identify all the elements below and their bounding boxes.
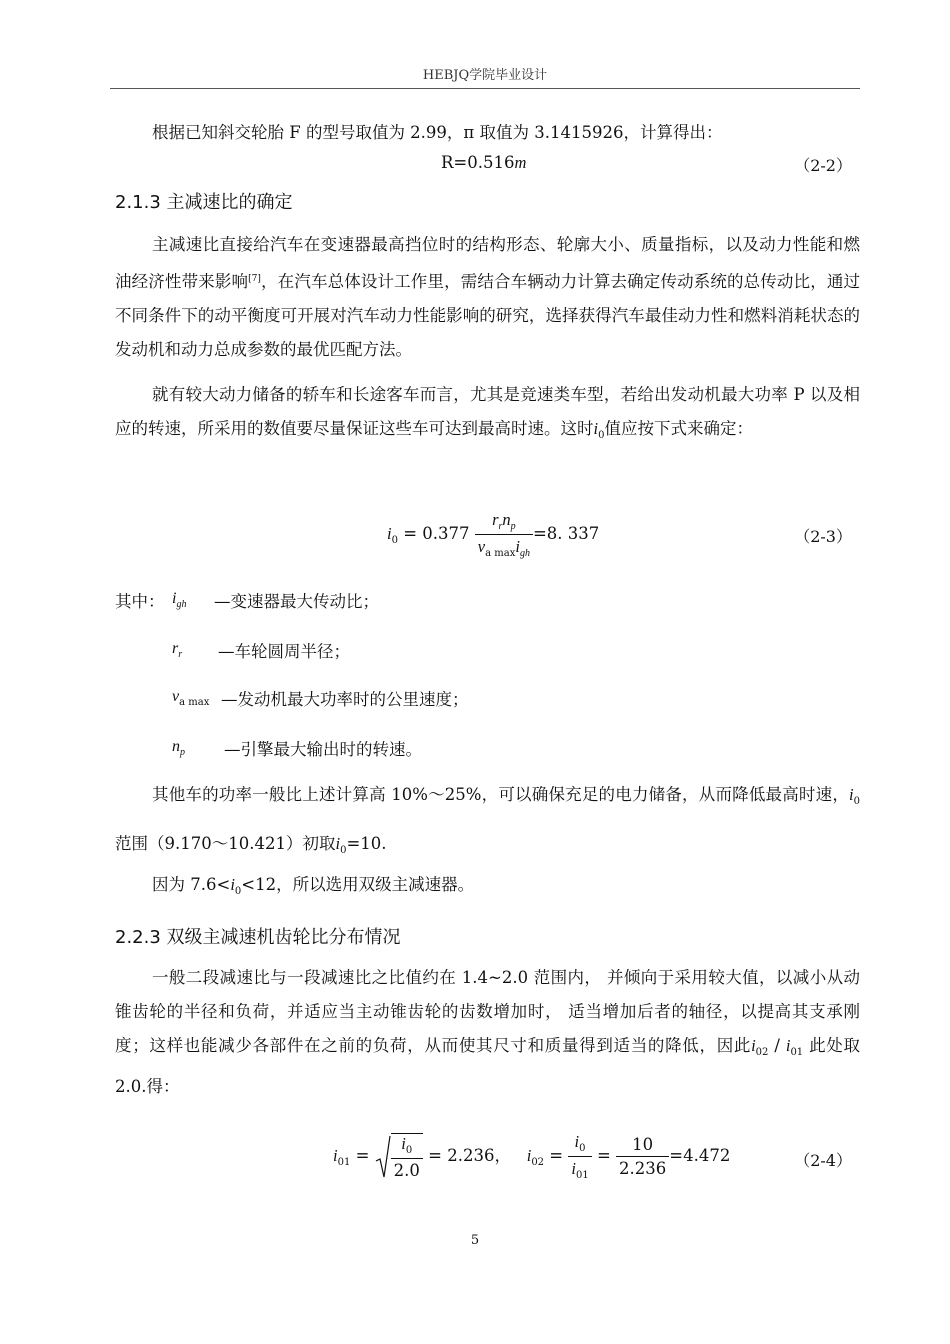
eq24-fraction-1: $\frac{i_0}{i_{01}}$ [568, 1132, 591, 1181]
def-symbol-igh: $i_{gh}$ [172, 590, 187, 610]
def-symbol-rr: $r_r$ [172, 640, 183, 660]
eq22-number: （2-2） [794, 156, 852, 175]
section-heading-2-1-3: 2.1.3 主减速比的确定 [115, 192, 293, 213]
equation-2-3 [115, 510, 860, 560]
def-symbol-np: $n_p$ [172, 738, 185, 758]
paragraph-tire-params: 根据已知斜交轮胎 F 的型号取值为 2.99，π 取值为 3.1415926，计算得出： [152, 123, 723, 142]
eq24-number: （2-4） [794, 1151, 852, 1170]
section-heading-2-2-3: 2.2.3 双级主减速机齿轮比分布情况 [115, 927, 401, 948]
eq24-fraction-2: $\frac{10}{2.236}$ [616, 1135, 669, 1178]
def-text-vamax: —发动机最大功率时的公里速度； [221, 690, 469, 709]
equation-2-4 [115, 1132, 860, 1186]
sqrt-symbol: $\frac{i_0}{2.0}$ [375, 1133, 423, 1180]
eq23-fraction: $\frac{r_rn_p}{v_{a max}i_{gh}}$ [475, 510, 533, 559]
page-number: 5 [470, 1233, 480, 1248]
eq23-number: （2-3） [794, 527, 852, 546]
paragraph-power-margin: 其他车的功率一般比上述计算高 10%～25%，可以确保充足的电力储备，从而降低最高时速，$i_0$范围（9.170～10.421）初取$i_0=10$. [115, 785, 860, 856]
paragraph-ratio-distribution: 一般二段减速比与一段减速比之比值约在 1.4~2.0 范围内， 并倾向于采用较大值，以减小从动锥齿轮的半径和负荷，并适应当主动锥齿轮的齿数增加时， 适当增加后者的轴径，以提高其支承刚度；这样也能减少各部件在之前的负荷，从而使其尺寸和质量得到适当的降低，因此$i_{02} / i_{01}$ 此处取 2.0.得： [115, 968, 860, 1096]
header-rule [110, 88, 860, 89]
eq23-body: $i_0 = 0.377$ $\frac{r_rn_p}{v_{a max}i_{gh}}$ =8. 337 [387, 510, 600, 559]
where-label: 其中： [115, 592, 165, 611]
paragraph-double-reduction: 因为 $7.6<i_0<12$，所以选用双级主减速器。 [152, 875, 475, 897]
eq24-body: $i_{01}$ = $\frac{i_0}{2.0}$ = 2.236， $i_{02}$ = $\frac{i_0}{i_{01}}$ = $\frac{10}{2.236}$ =4.472 [333, 1132, 731, 1181]
paragraph-main-reduction: 主减速比直接给汽车在变速器最高挡位时的结构形态、轮廓大小、质量指标，以及动力性能和燃油经济性带来影响[7]，在汽车总体设计工作里，需结合车辆动力计算去确定传动系统的总传动比，通过不同条件下的动平衡度可开展对汽车动力性能影响的研究，选择获得汽车最佳动力性和燃料消耗状态的发动机和动力总成参数的最优匹配方法。 [115, 235, 861, 359]
def-text-rr: —车轮圆周半径； [218, 642, 350, 661]
def-symbol-vamax: $v_{a max}$ [172, 688, 210, 708]
def-text-np: —引擎最大输出时的转速。 [224, 740, 422, 759]
def-text-igh: —变速器最大传动比； [214, 592, 379, 611]
eq22-text: R=0.516m [441, 153, 527, 172]
page-header: HEBJQ学院毕业设计 [422, 68, 548, 83]
paragraph-power-reserve: 就有较大动力储备的轿车和长途客车而言，尤其是竞速类车型，若给出发动机最大功率 P 以及相应的转速，所采用的数值要尽量保证这些车可达到最高时速。这时$i_0$值应按下式来确定： [115, 385, 860, 441]
